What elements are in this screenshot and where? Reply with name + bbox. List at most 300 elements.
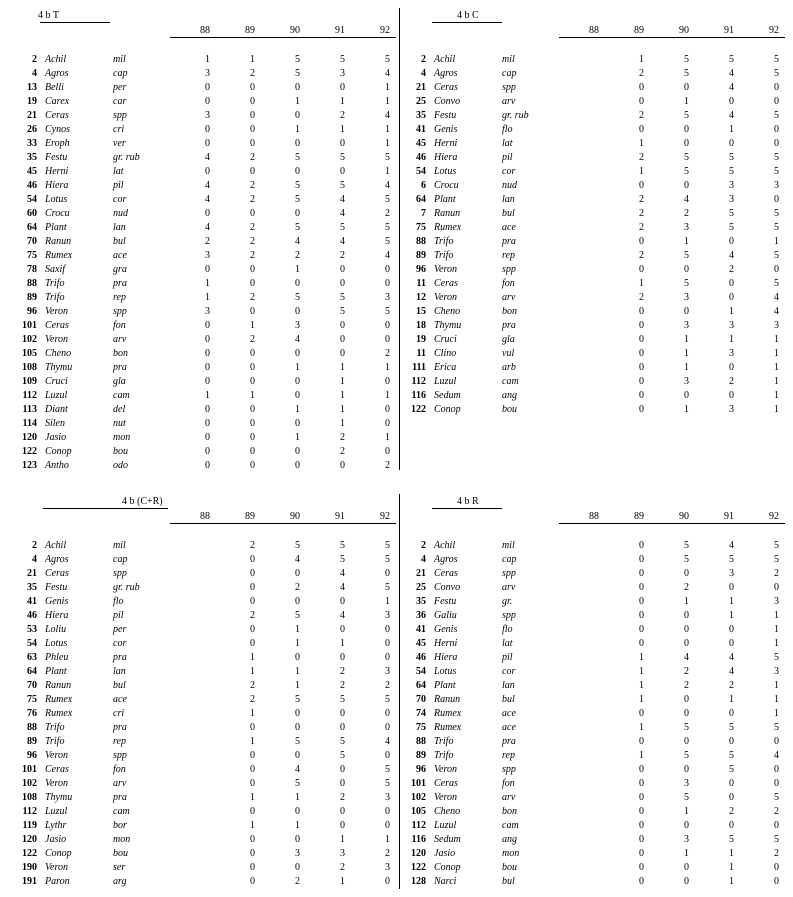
abundance-value: 2 xyxy=(639,222,644,233)
table-row xyxy=(399,833,785,847)
abundance-value: 1 xyxy=(729,334,734,345)
species-abbrev: pra xyxy=(502,736,516,747)
species-abbrev: bor xyxy=(113,820,127,831)
species-abbrev: arv xyxy=(502,582,516,593)
species-number: 21 xyxy=(416,82,426,93)
species-abbrev: lan xyxy=(502,680,515,691)
species-number: 119 xyxy=(22,820,37,831)
species-number: 54 xyxy=(27,638,37,649)
abundance-value: 1 xyxy=(774,708,779,719)
table-row xyxy=(399,277,785,291)
species-number: 102 xyxy=(411,792,426,803)
table-row xyxy=(399,777,785,791)
abundance-value: 0 xyxy=(684,624,689,635)
genus-abbrev: Rumex xyxy=(45,250,73,261)
abundance-value: 0 xyxy=(684,638,689,649)
abundance-value: 5 xyxy=(729,834,734,845)
abundance-value: 3 xyxy=(295,848,300,859)
genus-abbrev: Belli xyxy=(45,82,64,93)
species-number: 88 xyxy=(416,236,426,247)
species-abbrev: rep xyxy=(113,292,126,303)
species-abbrev: fon xyxy=(113,320,126,331)
species-number: 6 xyxy=(421,180,426,191)
abundance-value: 0 xyxy=(639,876,644,887)
table-row xyxy=(399,875,785,889)
panel-4bC xyxy=(399,8,785,415)
table-row xyxy=(399,721,785,735)
abundance-value: 0 xyxy=(385,278,390,289)
species-abbrev: spp xyxy=(502,264,516,275)
species-number: 54 xyxy=(27,194,37,205)
abundance-value: 1 xyxy=(684,362,689,373)
species-number: 105 xyxy=(22,348,37,359)
genus-abbrev: Rumex xyxy=(434,722,462,733)
species-table xyxy=(399,539,785,889)
year-label: 90 xyxy=(679,25,689,36)
species-abbrev: pra xyxy=(502,320,516,331)
abundance-value: 0 xyxy=(250,208,255,219)
abundance-value: 1 xyxy=(684,236,689,247)
genus-abbrev: Cruci xyxy=(45,376,68,387)
genus-abbrev: Veron xyxy=(434,764,457,775)
abundance-value: 0 xyxy=(295,446,300,457)
species-abbrev: gra xyxy=(113,264,127,275)
genus-abbrev: Hiera xyxy=(45,180,69,191)
abundance-value: 0 xyxy=(639,848,644,859)
abundance-value: 2 xyxy=(340,432,345,443)
abundance-value: 0 xyxy=(385,806,390,817)
genus-abbrev: Veron xyxy=(45,750,68,761)
abundance-value: 5 xyxy=(684,68,689,79)
abundance-value: 1 xyxy=(250,652,255,663)
abundance-value: 5 xyxy=(385,54,390,65)
abundance-value: 2 xyxy=(684,582,689,593)
species-number: 46 xyxy=(416,152,426,163)
species-number: 89 xyxy=(27,292,37,303)
abundance-value: 4 xyxy=(774,292,779,303)
abundance-value: 1 xyxy=(250,666,255,677)
abundance-value: 0 xyxy=(774,736,779,747)
species-number: 191 xyxy=(22,876,37,887)
abundance-value: 0 xyxy=(385,446,390,457)
table-row xyxy=(10,221,396,235)
genus-abbrev: Ranun xyxy=(434,694,461,705)
abundance-value: 1 xyxy=(205,278,210,289)
species-number: 96 xyxy=(27,306,37,317)
abundance-value: 0 xyxy=(639,306,644,317)
abundance-value: 0 xyxy=(340,278,345,289)
species-abbrev: bul xyxy=(502,876,515,887)
species-number: 54 xyxy=(416,166,426,177)
abundance-value: 0 xyxy=(684,264,689,275)
abundance-value: 0 xyxy=(340,348,345,359)
species-number: 128 xyxy=(411,876,426,887)
species-number: 45 xyxy=(27,166,37,177)
panel-4bR xyxy=(399,494,785,894)
genus-abbrev: Sedum xyxy=(434,834,461,845)
abundance-value: 0 xyxy=(684,820,689,831)
abundance-value: 4 xyxy=(774,306,779,317)
abundance-value: 4 xyxy=(729,540,734,551)
abundance-value: 0 xyxy=(250,460,255,471)
genus-abbrev: Cynos xyxy=(45,124,70,135)
abundance-value: 3 xyxy=(385,610,390,621)
abundance-value: 1 xyxy=(340,418,345,429)
abundance-value: 0 xyxy=(340,460,345,471)
abundance-value: 0 xyxy=(385,876,390,887)
species-abbrev: ace xyxy=(113,250,127,261)
year-label: 91 xyxy=(724,25,734,36)
abundance-value: 0 xyxy=(774,82,779,93)
table-row xyxy=(399,403,785,417)
abundance-value: 0 xyxy=(295,722,300,733)
abundance-value: 0 xyxy=(385,820,390,831)
abundance-value: 0 xyxy=(295,138,300,149)
abundance-value: 2 xyxy=(250,680,255,691)
genus-abbrev: Ceras xyxy=(434,82,458,93)
panel-title: 4 b C xyxy=(457,10,479,21)
abundance-value: 0 xyxy=(774,820,779,831)
abundance-value: 1 xyxy=(250,320,255,331)
genus-abbrev: Veron xyxy=(434,292,457,303)
abundance-value: 5 xyxy=(774,540,779,551)
abundance-value: 0 xyxy=(684,82,689,93)
species-table xyxy=(10,53,396,473)
abundance-value: 0 xyxy=(385,404,390,415)
genus-abbrev: Festu xyxy=(45,152,68,163)
table-row xyxy=(10,679,396,693)
species-number: 88 xyxy=(27,722,37,733)
table-row xyxy=(399,81,785,95)
abundance-value: 0 xyxy=(250,348,255,359)
table-row xyxy=(10,305,396,319)
abundance-value: 0 xyxy=(340,264,345,275)
species-number: 89 xyxy=(416,750,426,761)
abundance-value: 0 xyxy=(295,834,300,845)
abundance-value: 1 xyxy=(295,264,300,275)
species-abbrev: pra xyxy=(113,652,127,663)
species-abbrev: bon xyxy=(502,306,517,317)
table-row xyxy=(10,361,396,375)
species-abbrev: spp xyxy=(502,610,516,621)
table-row xyxy=(399,179,785,193)
species-abbrev: pra xyxy=(113,792,127,803)
genus-abbrev: Silen xyxy=(45,418,65,429)
species-abbrev: gr. rub xyxy=(502,110,529,121)
abundance-value: 0 xyxy=(385,638,390,649)
genus-abbrev: Achil xyxy=(45,540,67,551)
abundance-value: 5 xyxy=(729,152,734,163)
abundance-value: 0 xyxy=(684,568,689,579)
genus-abbrev: Ceras xyxy=(45,568,69,579)
abundance-value: 3 xyxy=(205,306,210,317)
abundance-value: 0 xyxy=(250,124,255,135)
abundance-value: 4 xyxy=(385,250,390,261)
year-label: 91 xyxy=(724,511,734,522)
species-abbrev: pra xyxy=(113,722,127,733)
abundance-value: 0 xyxy=(639,862,644,873)
year-label: 89 xyxy=(634,25,644,36)
year-label: 88 xyxy=(200,511,210,522)
abundance-value: 2 xyxy=(729,680,734,691)
abundance-value: 0 xyxy=(684,390,689,401)
species-number: 89 xyxy=(27,736,37,747)
table-row xyxy=(399,193,785,207)
abundance-value: 0 xyxy=(639,820,644,831)
abundance-value: 2 xyxy=(250,292,255,303)
year-label: 91 xyxy=(335,511,345,522)
species-abbrev: ver xyxy=(113,138,126,149)
abundance-value: 5 xyxy=(385,694,390,705)
genus-abbrev: Lotus xyxy=(434,666,457,677)
genus-abbrev: Trifo xyxy=(45,292,65,303)
abundance-value: 5 xyxy=(774,222,779,233)
species-abbrev: pil xyxy=(502,652,513,663)
species-number: 102 xyxy=(22,334,37,345)
abundance-value: 5 xyxy=(774,834,779,845)
species-abbrev: pra xyxy=(502,236,516,247)
abundance-value: 0 xyxy=(340,708,345,719)
abundance-value: 0 xyxy=(250,418,255,429)
genus-abbrev: Rumex xyxy=(45,694,73,705)
abundance-value: 5 xyxy=(295,68,300,79)
species-number: 41 xyxy=(416,124,426,135)
species-number: 2 xyxy=(32,54,37,65)
abundance-value: 5 xyxy=(385,540,390,551)
abundance-value: 1 xyxy=(385,124,390,135)
abundance-value: 5 xyxy=(774,152,779,163)
species-number: 60 xyxy=(27,208,37,219)
abundance-value: 0 xyxy=(250,862,255,873)
species-abbrev: ace xyxy=(502,708,516,719)
species-table xyxy=(399,53,785,417)
genus-abbrev: Trifo xyxy=(45,278,65,289)
table-row xyxy=(10,193,396,207)
year-label: 88 xyxy=(589,25,599,36)
abundance-value: 4 xyxy=(295,554,300,565)
species-number: 46 xyxy=(27,180,37,191)
abundance-value: 0 xyxy=(250,554,255,565)
abundance-value: 0 xyxy=(250,264,255,275)
species-abbrev: cam xyxy=(113,806,130,817)
abundance-value: 1 xyxy=(340,96,345,107)
species-abbrev: mil xyxy=(502,54,515,65)
abundance-value: 5 xyxy=(385,152,390,163)
genus-abbrev: Antho xyxy=(45,460,69,471)
abundance-value: 3 xyxy=(385,666,390,677)
species-number: 109 xyxy=(22,376,37,387)
species-number: 21 xyxy=(27,110,37,121)
title-underline xyxy=(432,508,502,509)
abundance-value: 1 xyxy=(774,610,779,621)
table-row xyxy=(399,665,785,679)
species-number: 36 xyxy=(416,610,426,621)
abundance-value: 0 xyxy=(639,348,644,359)
abundance-value: 1 xyxy=(295,638,300,649)
abundance-value: 0 xyxy=(295,596,300,607)
abundance-value: 3 xyxy=(205,250,210,261)
abundance-value: 1 xyxy=(774,334,779,345)
species-abbrev: pil xyxy=(113,610,124,621)
genus-abbrev: Veron xyxy=(45,306,68,317)
table-row xyxy=(399,151,785,165)
genus-abbrev: Saxif xyxy=(45,264,65,275)
species-number: 7 xyxy=(421,208,426,219)
abundance-value: 1 xyxy=(205,390,210,401)
abundance-value: 2 xyxy=(205,236,210,247)
abundance-value: 0 xyxy=(295,652,300,663)
abundance-value: 4 xyxy=(729,110,734,121)
abundance-value: 1 xyxy=(774,680,779,691)
abundance-value: 1 xyxy=(385,834,390,845)
species-number: 35 xyxy=(27,582,37,593)
table-row xyxy=(399,791,785,805)
species-number: 25 xyxy=(416,582,426,593)
abundance-value: 1 xyxy=(295,124,300,135)
species-number: 112 xyxy=(411,820,426,831)
abundance-value: 1 xyxy=(684,334,689,345)
abundance-value: 0 xyxy=(250,432,255,443)
abundance-value: 0 xyxy=(295,82,300,93)
table-row xyxy=(399,263,785,277)
species-abbrev: rep xyxy=(113,736,126,747)
abundance-value: 1 xyxy=(295,404,300,415)
species-abbrev: fon xyxy=(502,778,515,789)
abundance-value: 0 xyxy=(385,722,390,733)
species-number: 88 xyxy=(27,278,37,289)
abundance-value: 2 xyxy=(385,208,390,219)
abundance-value: 0 xyxy=(340,722,345,733)
abundance-value: 4 xyxy=(295,236,300,247)
abundance-value: 1 xyxy=(684,404,689,415)
genus-abbrev: Phleu xyxy=(45,652,69,663)
species-abbrev: ace xyxy=(113,694,127,705)
abundance-value: 0 xyxy=(639,568,644,579)
species-number: 70 xyxy=(27,236,37,247)
table-row xyxy=(399,235,785,249)
species-number: 25 xyxy=(416,96,426,107)
abundance-value: 2 xyxy=(340,792,345,803)
year-label: 90 xyxy=(679,511,689,522)
species-number: 116 xyxy=(411,390,426,401)
year-label: 92 xyxy=(769,511,779,522)
abundance-value: 0 xyxy=(639,390,644,401)
abundance-value: 2 xyxy=(250,236,255,247)
genus-abbrev: Genis xyxy=(45,596,69,607)
abundance-value: 5 xyxy=(774,250,779,261)
species-number: 12 xyxy=(416,292,426,303)
abundance-value: 1 xyxy=(774,624,779,635)
genus-abbrev: Plant xyxy=(434,194,456,205)
abundance-value: 4 xyxy=(729,652,734,663)
genus-abbrev: Conop xyxy=(434,404,461,415)
table-row xyxy=(399,207,785,221)
genus-abbrev: Thymu xyxy=(45,362,73,373)
abundance-value: 0 xyxy=(340,652,345,663)
abundance-value: 1 xyxy=(340,876,345,887)
table-row xyxy=(399,137,785,151)
abundance-value: 2 xyxy=(295,250,300,261)
abundance-value: 0 xyxy=(295,110,300,121)
abundance-value: 0 xyxy=(340,624,345,635)
abundance-value: 2 xyxy=(340,680,345,691)
table-row xyxy=(399,221,785,235)
table-row xyxy=(399,291,785,305)
species-abbrev: flo xyxy=(502,624,513,635)
genus-abbrev: Luzul xyxy=(45,806,68,817)
abundance-value: 0 xyxy=(295,418,300,429)
abundance-value: 0 xyxy=(385,334,390,345)
species-abbrev: lat xyxy=(113,166,124,177)
table-row xyxy=(10,581,396,595)
species-abbrev: nud xyxy=(502,180,517,191)
abundance-value: 0 xyxy=(639,596,644,607)
abundance-value: 2 xyxy=(385,848,390,859)
species-number: 21 xyxy=(27,568,37,579)
species-number: 2 xyxy=(32,540,37,551)
species-abbrev: pra xyxy=(113,362,127,373)
abundance-value: 1 xyxy=(295,792,300,803)
genus-abbrev: Plant xyxy=(45,666,67,677)
abundance-value: 0 xyxy=(250,376,255,387)
title-underline xyxy=(432,22,502,23)
genus-abbrev: Jasio xyxy=(45,432,67,443)
abundance-value: 1 xyxy=(639,138,644,149)
year-label: 89 xyxy=(245,25,255,36)
abundance-value: 4 xyxy=(385,180,390,191)
genus-abbrev: Hiera xyxy=(434,152,458,163)
species-abbrev: vul xyxy=(502,348,515,359)
abundance-value: 1 xyxy=(729,124,734,135)
abundance-value: 2 xyxy=(639,68,644,79)
abundance-value: 0 xyxy=(684,180,689,191)
abundance-value: 0 xyxy=(250,638,255,649)
species-number: 78 xyxy=(27,264,37,275)
abundance-value: 1 xyxy=(774,404,779,415)
genus-abbrev: Crocu xyxy=(45,208,70,219)
abundance-value: 0 xyxy=(639,638,644,649)
abundance-value: 5 xyxy=(385,236,390,247)
abundance-value: 1 xyxy=(295,362,300,373)
table-row xyxy=(10,721,396,735)
species-abbrev: lan xyxy=(113,222,126,233)
abundance-value: 5 xyxy=(774,278,779,289)
table-row xyxy=(399,67,785,81)
species-abbrev: rep xyxy=(502,750,515,761)
genus-abbrev: Ceras xyxy=(434,278,458,289)
abundance-value: 0 xyxy=(250,568,255,579)
table-row xyxy=(10,553,396,567)
abundance-value: 0 xyxy=(205,320,210,331)
abundance-value: 4 xyxy=(340,582,345,593)
abundance-value: 0 xyxy=(774,778,779,789)
abundance-value: 3 xyxy=(729,180,734,191)
abundance-value: 0 xyxy=(250,764,255,775)
species-abbrev: arb xyxy=(502,362,516,373)
abundance-value: 5 xyxy=(340,292,345,303)
genus-abbrev: Festu xyxy=(434,596,457,607)
abundance-value: 2 xyxy=(250,610,255,621)
species-abbrev: gr. rub xyxy=(113,582,140,593)
abundance-value: 0 xyxy=(729,138,734,149)
table-row xyxy=(399,553,785,567)
species-number: 64 xyxy=(27,222,37,233)
table-row xyxy=(399,735,785,749)
species-number: 63 xyxy=(27,652,37,663)
abundance-value: 2 xyxy=(295,582,300,593)
abundance-value: 5 xyxy=(295,292,300,303)
abundance-value: 1 xyxy=(729,306,734,317)
